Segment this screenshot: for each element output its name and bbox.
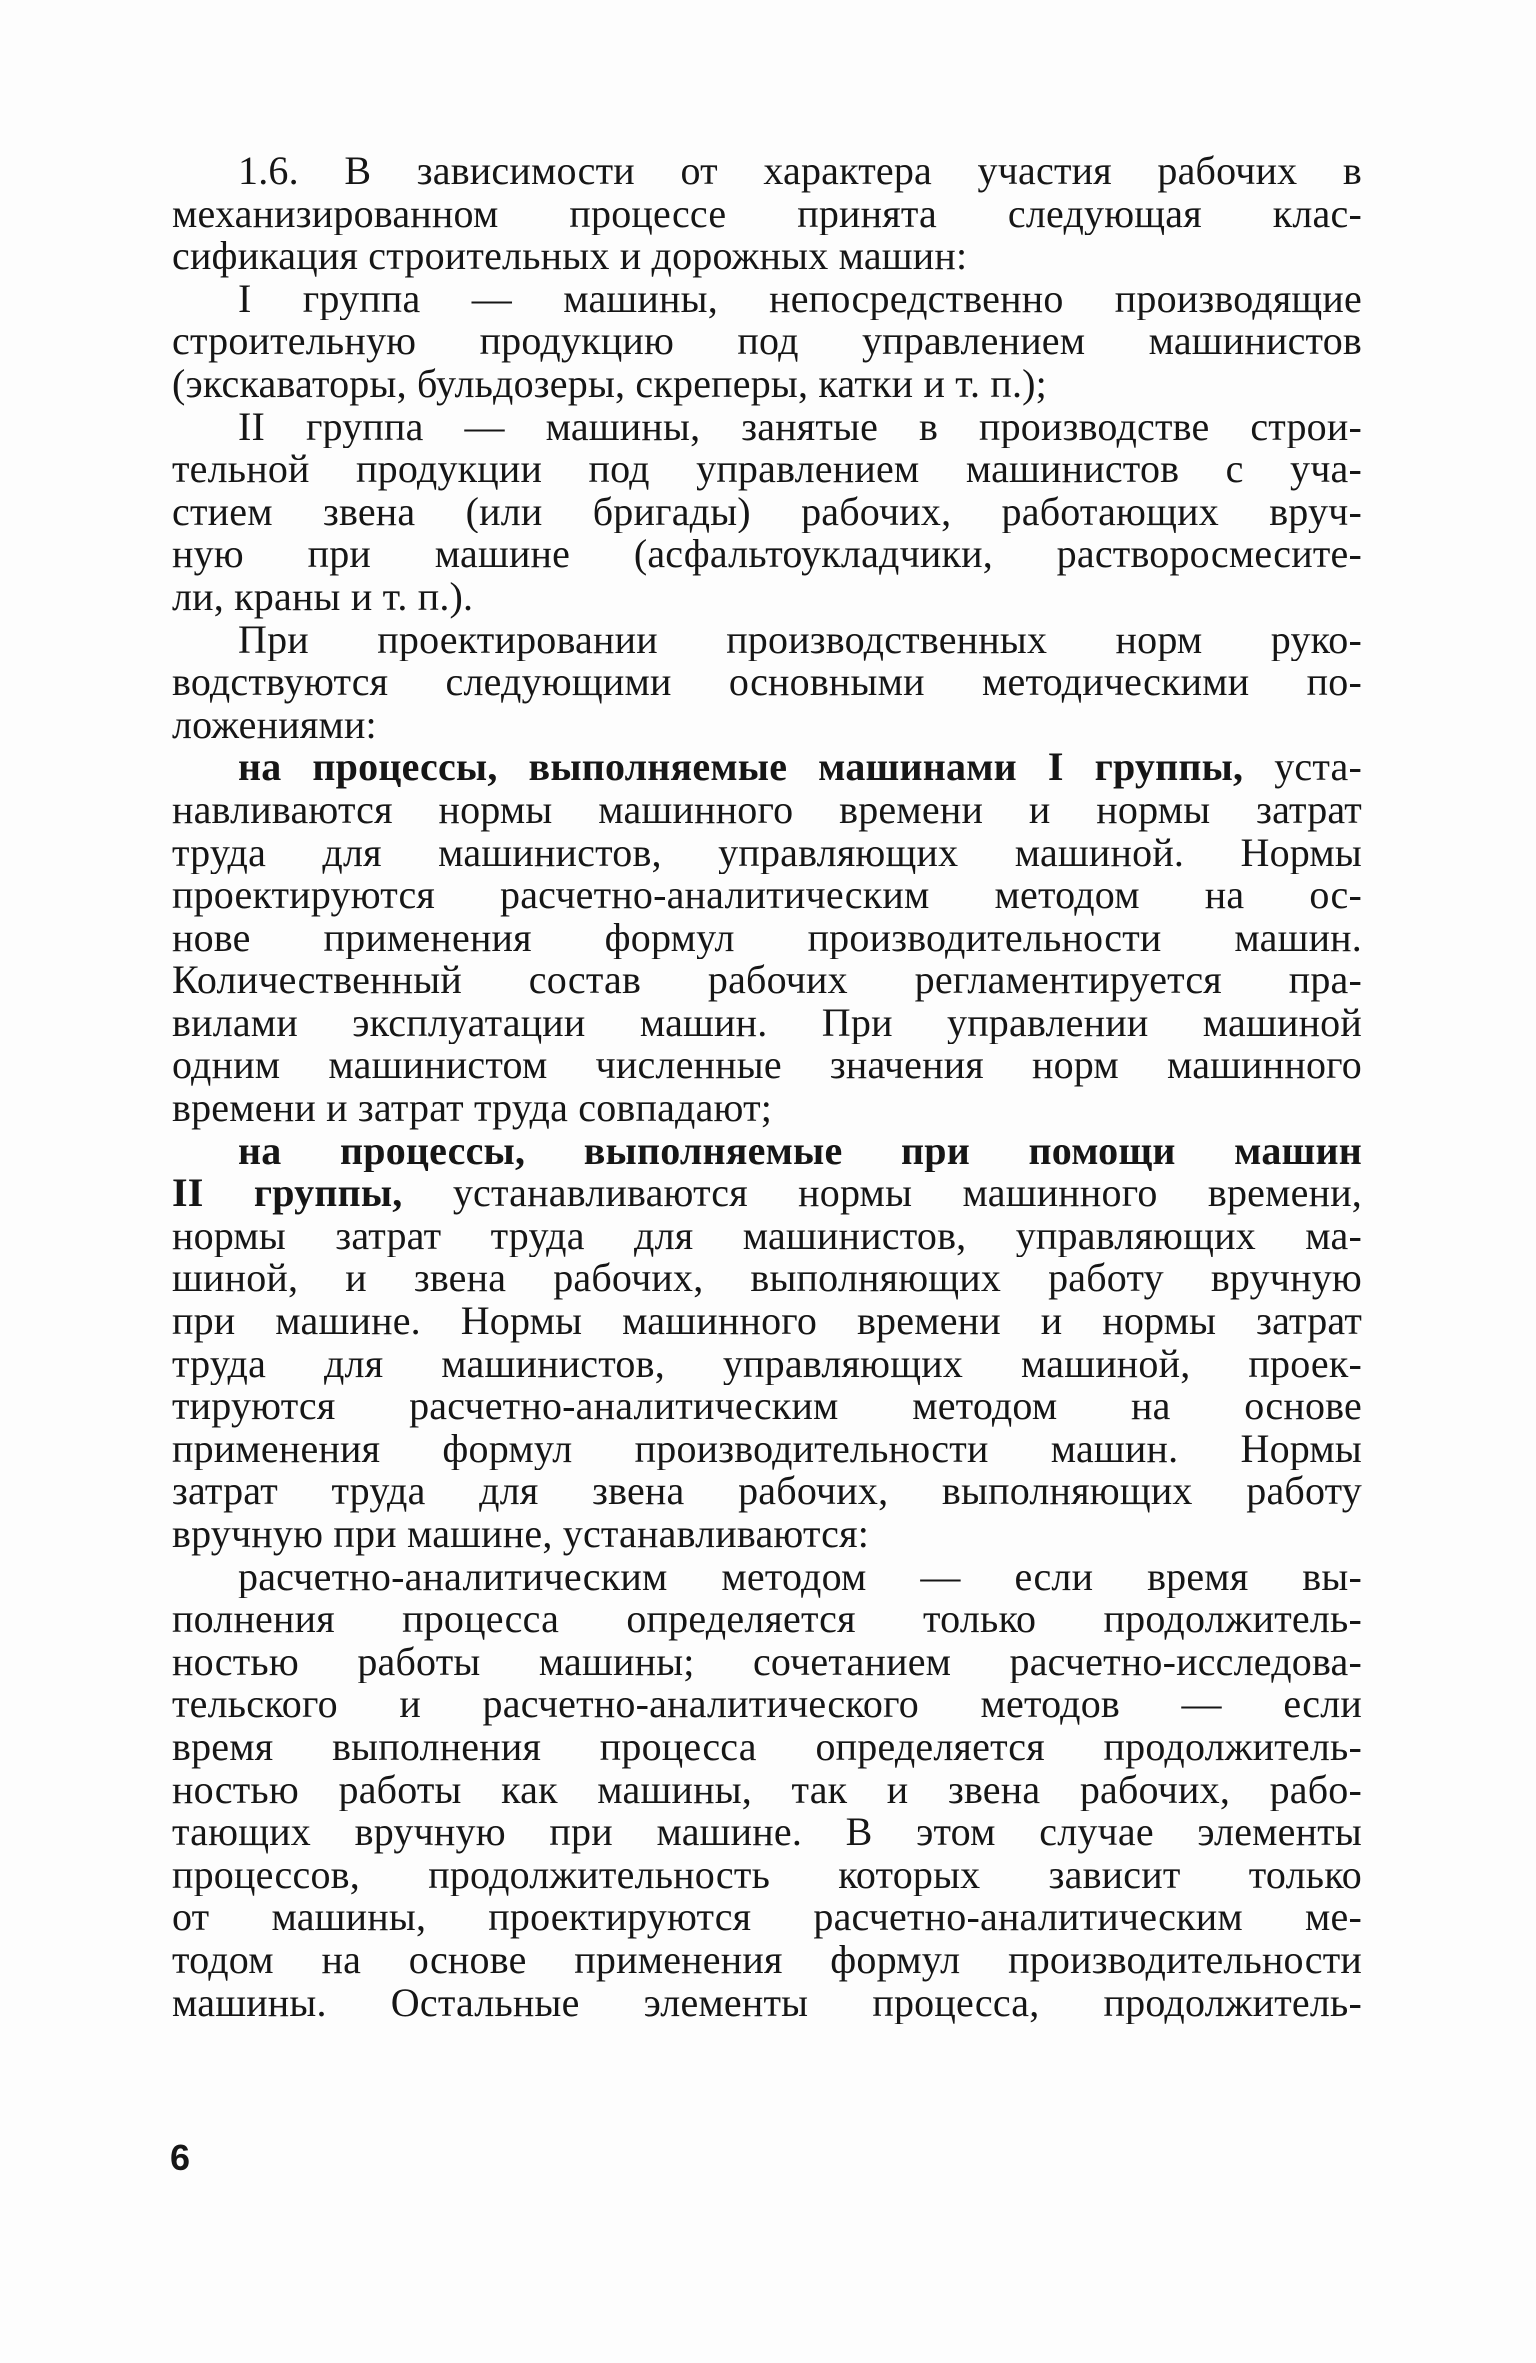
text-line: навливаются нормы машинного времени и нормы затрат [172, 788, 1362, 832]
line-rest: устанавливаются нормы машинного времени, [402, 1172, 1362, 1215]
text-line: ложениями: [172, 703, 377, 747]
text-line: процессов, продолжительность которых зависит только [172, 1853, 1362, 1897]
bold-lead-in: II группы, [172, 1172, 403, 1215]
text-line: от машины, проектируются расчетно-аналитическим ме- [172, 1896, 1362, 1939]
text-line: проектируются расчетно-аналитическим методом на ос- [172, 874, 1362, 917]
text-line: тируются расчетно-аналитическим методом на основе [172, 1385, 1362, 1428]
text-line: сификация строительных и дорожных машин: [172, 235, 968, 278]
text-line: тельной продукции под управлением машинистов с уча- [172, 448, 1362, 491]
bold-lead-in: на процессы, выполняемые машинами I группы, [238, 746, 1244, 789]
text-line: при машине. Нормы машинного времени и нормы затрат [172, 1300, 1362, 1343]
text-line: времени и затрат труда совпадают; [172, 1087, 773, 1130]
text-line: II группа — машины, занятые в производстве строи- [238, 405, 1362, 449]
text-line: тодом на основе применения формул производительности [172, 1938, 1362, 1982]
text-line: труда для машинистов, управляющих машиной. Нормы [172, 831, 1362, 875]
text-line: шиной, и звена рабочих, выполняющих работу вручную [172, 1257, 1362, 1301]
page-number: 6 [170, 2137, 191, 2178]
text-line: ностью работы машины; сочетанием расчетно-исследова- [172, 1640, 1362, 1684]
text-line: тельского и расчетно-аналитического методов — если [172, 1683, 1362, 1726]
text-line [172, 1130, 1362, 1173]
text-line: строительную продукцию под управлением машинистов [172, 320, 1362, 363]
text-line: расчетно-аналитическим методом — если время вы- [238, 1555, 1362, 1599]
text-line: ную при машине (асфальтоукладчики, растворосмесите- [172, 533, 1362, 576]
text-line: стием звена (или бригады) рабочих, работающих вруч- [172, 490, 1362, 534]
text-line: 1.6. В зависимости от характера участия рабочих в [238, 150, 1362, 193]
text-line: I группа — машины, непосредственно производящие [238, 277, 1362, 321]
text-line: (экскаваторы, бульдозеры, скреперы, катки и т. п.); [172, 362, 1047, 406]
text-line [172, 746, 1362, 789]
text-line: машины. Остальные элементы процесса, продолжитель- [172, 1981, 1362, 2025]
text-line: тающих вручную при машине. В этом случае элементы [172, 1811, 1362, 1854]
text-line: ностью работы как машины, так и звена рабочих, рабо- [172, 1768, 1362, 1812]
line-rest: уста- [1243, 746, 1362, 789]
text-line: При проектировании производственных норм руко- [238, 618, 1362, 662]
text-line: полнения процесса определяется только продолжитель- [172, 1598, 1362, 1641]
text-line: затрат труда для звена рабочих, выполняющих работу [172, 1470, 1362, 1513]
text-line: применения формул производительности машин. Нормы [172, 1427, 1362, 1471]
body-text [172, 150, 1362, 2024]
text-line: ли, краны и т. п.). [172, 575, 474, 619]
text-line: нове применения формул производительности машин. [172, 916, 1362, 960]
text-line: вилами эксплуатации машин. При управлении машиной [172, 1001, 1362, 1045]
text-line: время выполнения процесса определяется продолжитель- [172, 1725, 1362, 1769]
text-line: механизированном процессе принята следующая клас- [172, 192, 1362, 236]
text-line: труда для машинистов, управляющих машиной, проек- [172, 1342, 1362, 1386]
text-line: одним машинистом численные значения норм машинного [172, 1044, 1362, 1088]
text-line: нормы затрат труда для машинистов, управляющих ма- [172, 1214, 1362, 1258]
text-line: вручную при машине, устанавливаются: [172, 1513, 870, 1556]
text-line: Количественный состав рабочих регламентируется пра- [172, 959, 1362, 1002]
text-line [172, 1172, 1362, 1215]
bold-lead-in: на процессы, выполняемые при помощи машин [238, 1129, 1362, 1173]
text-line: водствуются следующими основными методическими по- [172, 661, 1362, 704]
